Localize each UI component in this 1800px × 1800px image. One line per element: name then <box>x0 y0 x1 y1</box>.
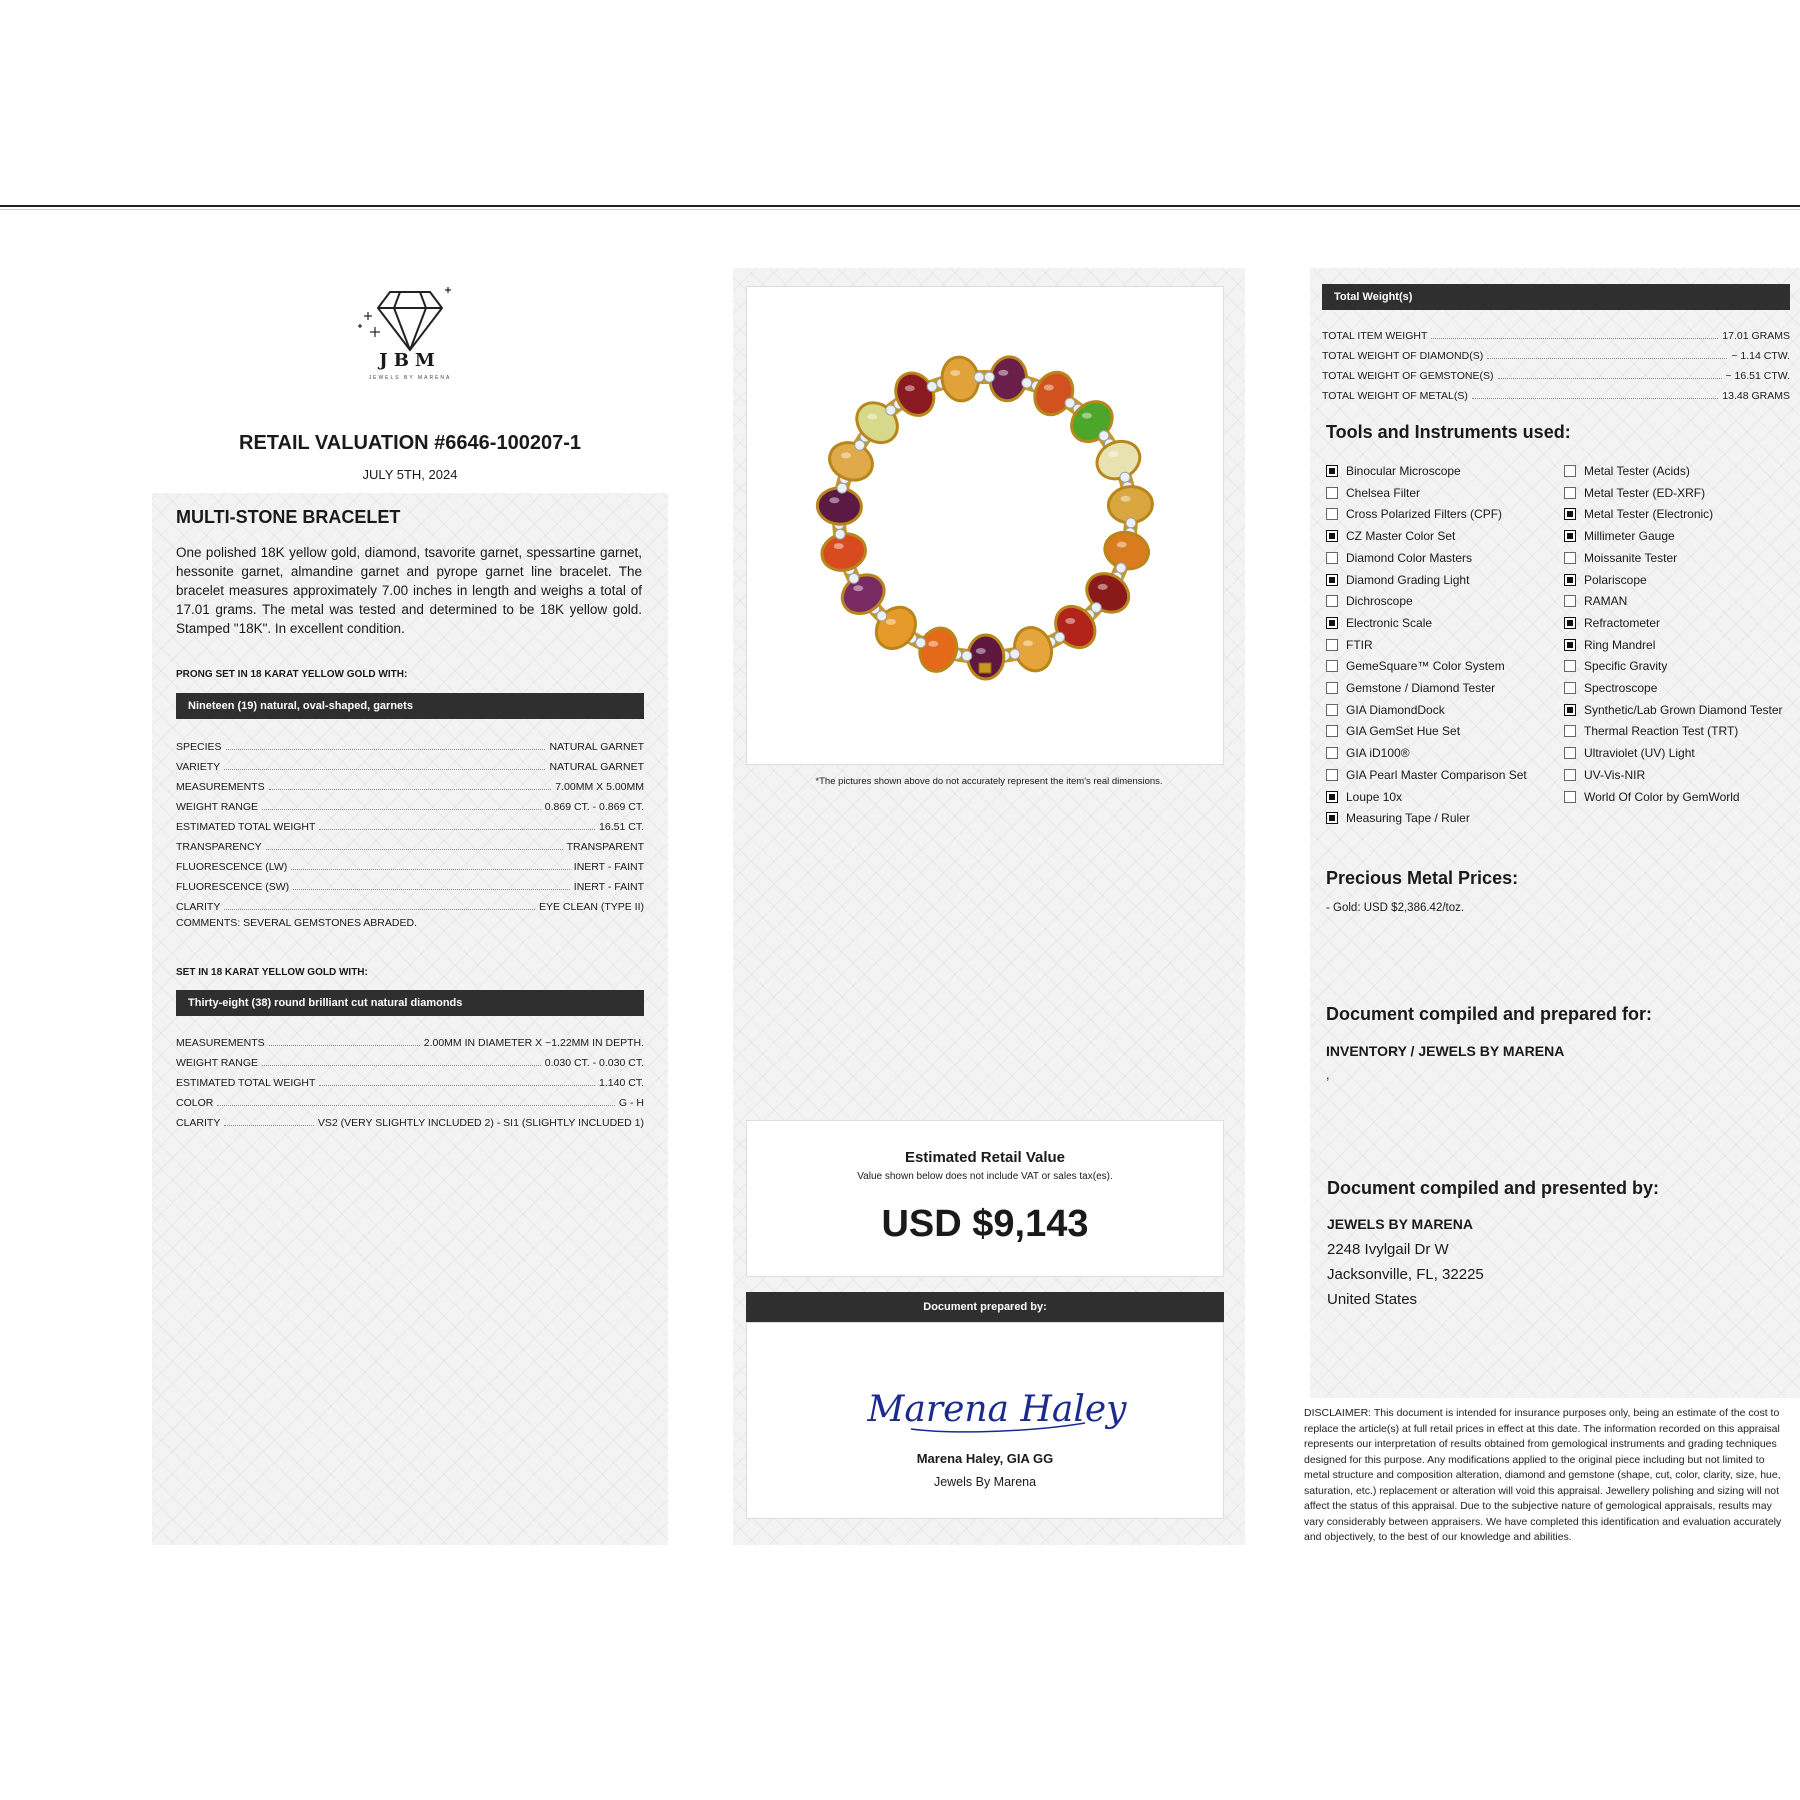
unchecked-box-icon <box>1326 769 1338 781</box>
checked-box-icon <box>1564 639 1576 651</box>
tool-label: GIA DiamondDock <box>1346 702 1445 717</box>
unchecked-box-icon <box>1326 552 1338 564</box>
tool-label: Chelsea Filter <box>1346 485 1421 500</box>
tool-item <box>1326 569 1469 591</box>
dot-leader <box>1487 358 1727 359</box>
tool-item <box>1326 590 1413 612</box>
presented-by-address1: 2248 Ivylgail Dr W <box>1327 1241 1449 1258</box>
checked-box-icon <box>1326 617 1338 629</box>
spec-row <box>176 733 644 753</box>
spec-row <box>176 833 644 853</box>
gemstone-highlight <box>950 370 960 376</box>
unchecked-box-icon <box>1564 487 1576 499</box>
spec-key: CLARITY <box>176 901 221 913</box>
tool-label: Ultraviolet (UV) Light <box>1584 746 1695 761</box>
diamond-section-label: SET IN 18 KARAT YELLOW GOLD WITH: <box>176 967 368 978</box>
valuation-title: RETAIL VALUATION #6646-100207-1 <box>239 432 581 454</box>
tool-label: Measuring Tape / Ruler <box>1346 811 1470 826</box>
tool-label: Electronic Scale <box>1346 615 1433 630</box>
diamond-section-bar: Thirty-eight (38) round brilliant cut natural diamonds <box>176 990 644 1016</box>
tool-label: CZ Master Color Set <box>1346 529 1456 544</box>
tool-item <box>1326 807 1470 829</box>
tool-item <box>1564 786 1740 808</box>
unchecked-box-icon <box>1564 791 1576 803</box>
spec-value: NATURAL GARNET <box>549 741 644 753</box>
spec-key: MEASUREMENTS <box>176 781 265 793</box>
tool-item <box>1564 655 1667 677</box>
tool-label: Metal Tester (ED-XRF) <box>1584 485 1706 500</box>
tool-item <box>1564 547 1677 569</box>
unchecked-box-icon <box>1326 639 1338 651</box>
gold-price: - Gold: USD $2,386.42/toz. <box>1326 902 1465 914</box>
unchecked-box-icon <box>1326 747 1338 759</box>
spec-value: 7.00MM X 5.00MM <box>555 781 644 793</box>
checked-box-icon <box>1326 812 1338 824</box>
spec-value: 1.140 CT. <box>599 1077 644 1089</box>
tool-item <box>1326 764 1527 786</box>
dot-leader <box>319 829 595 830</box>
spec-key: ESTIMATED TOTAL WEIGHT <box>176 1077 316 1089</box>
diamond-stone <box>849 573 859 583</box>
tool-label: Metal Tester (Electronic) <box>1584 507 1714 522</box>
spec-key: MEASUREMENTS <box>176 1037 265 1049</box>
tool-item <box>1326 503 1502 525</box>
tool-item <box>1326 482 1420 504</box>
dot-leader <box>1472 398 1718 399</box>
tool-item <box>1326 655 1505 677</box>
tool-label: Dichroscope <box>1346 594 1413 609</box>
tool-item <box>1326 612 1432 634</box>
tool-label: GIA Pearl Master Comparison Set <box>1346 767 1527 782</box>
dot-leader <box>319 1085 595 1086</box>
spec-value: 0.030 CT. - 0.030 CT. <box>544 1057 644 1069</box>
preparer-company: Jewels By Marena <box>933 1475 1037 1489</box>
signature-text: Marena Haley <box>867 1389 1127 1430</box>
checked-box-icon <box>1326 791 1338 803</box>
tool-label: Polariscope <box>1584 572 1647 587</box>
unchecked-box-icon <box>1564 769 1576 781</box>
dot-leader <box>217 1105 615 1106</box>
tool-item <box>1564 764 1645 786</box>
gemstone-highlight <box>976 648 986 654</box>
garnet-section-label: PRONG SET IN 18 KARAT YELLOW GOLD WITH: <box>176 669 408 680</box>
dot-leader <box>224 909 535 910</box>
gemstone-highlight <box>829 497 839 503</box>
diamond-stone <box>837 483 847 493</box>
tools-heading: Tools and Instruments used: <box>1326 422 1571 442</box>
tool-label: Specific Gravity <box>1584 659 1668 674</box>
diamond-stone <box>1010 649 1020 659</box>
diamond-stone <box>984 372 994 382</box>
spec-key: ESTIMATED TOTAL WEIGHT <box>176 821 316 833</box>
spec-row <box>176 1089 644 1109</box>
spec-row <box>176 893 644 913</box>
spec-row <box>1322 324 1790 342</box>
spec-key: CLARITY <box>176 1117 221 1129</box>
gemstone-highlight <box>834 543 844 549</box>
tool-item <box>1326 699 1445 721</box>
checked-box-icon <box>1326 574 1338 586</box>
unchecked-box-icon <box>1326 725 1338 737</box>
summary-panel <box>1310 268 1800 1398</box>
dot-leader <box>262 809 541 810</box>
spec-value: INERT - FAINT <box>573 881 644 893</box>
spec-value: TRANSPARENT <box>566 841 644 853</box>
tool-label: Synthetic/Lab Grown Diamond Tester <box>1584 702 1783 717</box>
dot-leader <box>269 789 552 790</box>
tool-label: GIA iD100® <box>1346 746 1410 761</box>
gemstone-highlight <box>853 585 863 591</box>
gemstone-highlight <box>1082 413 1092 419</box>
spec-value: 13.48 GRAMS <box>1722 390 1790 402</box>
spec-value: 0.869 CT. - 0.869 CT. <box>544 801 644 813</box>
tool-label: Refractometer <box>1584 615 1661 630</box>
dot-leader <box>291 869 570 870</box>
gemstone-highlight <box>1044 385 1054 391</box>
gemstone <box>824 436 879 487</box>
gemstone-highlight <box>998 370 1008 376</box>
tool-item <box>1564 590 1627 612</box>
top-rule-secondary <box>0 209 1800 210</box>
tool-label: Spectroscope <box>1584 681 1658 695</box>
bracelet-image <box>747 287 1223 764</box>
spec-value: EYE CLEAN (TYPE II) <box>538 901 644 913</box>
disclaimer-line: designed for this purpose. Any modifications applied to the original piece including but not limited to <box>1304 1453 1765 1466</box>
valuation-panel <box>733 268 1245 1545</box>
tool-label: Binocular Microscope <box>1346 464 1461 478</box>
spec-key: WEIGHT RANGE <box>176 801 259 813</box>
garnet-comments: COMMENTS: SEVERAL GEMSTONES ABRADED. <box>176 917 417 929</box>
disclaimer-line: saturation, etc.) replacement or alteration will void this appraisal. Jewellery polishing and sizing will not <box>1304 1484 1780 1497</box>
gemstone-highlight <box>905 385 915 391</box>
disclaimer-line: affect the status of this appraisal. Due to the subjective nature of gemological appraisals, results may <box>1304 1500 1772 1512</box>
spec-row <box>176 1029 644 1049</box>
estimated-value-amount: USD $9,143 <box>881 1203 1089 1245</box>
spec-value: 2.00MM IN DIAMETER X ~1.22MM IN DEPTH. <box>423 1037 644 1049</box>
tool-item <box>1326 742 1410 764</box>
spec-value: G - H <box>618 1097 644 1109</box>
tool-item <box>1326 677 1495 699</box>
tool-label: Ring Mandrel <box>1584 637 1656 652</box>
dot-leader <box>224 769 545 770</box>
gemstone-highlight <box>886 619 896 625</box>
checked-box-icon <box>1564 508 1576 520</box>
checked-box-icon <box>1564 530 1576 542</box>
dot-leader <box>269 1045 420 1046</box>
unchecked-box-icon <box>1326 595 1338 607</box>
tool-item <box>1564 742 1695 764</box>
disclaimer-line: replace the article(s) at full retail prices in effect at this date. The information recorded on this appraisal <box>1304 1422 1780 1435</box>
spec-row <box>176 753 644 773</box>
spec-row <box>176 1069 644 1089</box>
tool-label: RAMAN <box>1584 594 1628 609</box>
spec-value: 17.01 GRAMS <box>1722 330 1790 342</box>
dot-leader <box>1498 378 1722 379</box>
top-rule <box>0 205 1800 207</box>
spec-key: SPECIES <box>176 741 222 753</box>
metal-prices-heading: Precious Metal Prices: <box>1326 868 1519 888</box>
gemstone-highlight <box>841 452 851 458</box>
unchecked-box-icon <box>1564 595 1576 607</box>
tool-label: Diamond Grading Light <box>1346 572 1470 587</box>
spec-key: FLUORESCENCE (LW) <box>176 861 288 873</box>
spec-key: COLOR <box>176 1097 214 1109</box>
spec-row <box>1322 364 1790 382</box>
tool-item <box>1564 612 1660 634</box>
diamond-stone <box>1022 378 1032 388</box>
tool-label: Moissanite Tester <box>1584 550 1678 565</box>
signature <box>867 1373 1127 1443</box>
gemstone <box>914 623 962 676</box>
disclaimer-line: represents our interpretation of results obtained from gemological instruments and grading techniques <box>1304 1438 1777 1450</box>
spec-row <box>1322 344 1790 362</box>
dot-leader <box>293 889 570 890</box>
estimated-value-title: Estimated Retail Value <box>904 1149 1066 1166</box>
diamond-stone <box>1126 518 1136 528</box>
gemstone-highlight <box>1117 542 1127 548</box>
spec-key: TRANSPARENCY <box>176 841 262 853</box>
tool-label: Cross Polarized Filters (CPF) <box>1346 507 1503 522</box>
dot-leader <box>226 749 546 750</box>
gemstone-highlight <box>867 414 877 420</box>
valuation-date: JULY 5TH, 2024 <box>362 467 458 482</box>
tool-label: Metal Tester (Acids) <box>1584 464 1690 478</box>
disclaimer <box>1304 1406 1800 1546</box>
presented-by-name: JEWELS BY MARENA <box>1327 1216 1473 1232</box>
diamond-stone <box>962 651 972 661</box>
gemstone-highlight <box>928 641 938 647</box>
unchecked-box-icon <box>1326 508 1338 520</box>
disclaimer-line: vary considerably between appraisers. We have completed this identification and evaluation accurately <box>1304 1515 1782 1528</box>
prepared-for-heading: Document compiled and prepared for: <box>1326 1004 1653 1024</box>
spec-row <box>176 853 644 873</box>
presented-by-address2: Jacksonville, FL, 32225 <box>1327 1266 1484 1283</box>
gemstone-highlight <box>1108 451 1118 457</box>
prepared-for-name: INVENTORY / JEWELS BY MARENA <box>1326 1043 1565 1059</box>
tool-label: UV-Vis-NIR <box>1584 767 1646 782</box>
total-weights-bar: Total Weight(s) <box>1322 284 1790 310</box>
spec-key: WEIGHT RANGE <box>176 1057 259 1069</box>
item-description: One polished 18K yellow gold, diamond, tsavorite garnet, spessartine garnet, hessonite garnet, almandine garnet and pyrope garnet line bracelet. The bracelet measures approximately 7.00 inches in length and weighs a total of 17.01 grams. The metal was tested and determined to be 18K yellow gold. Stamped "18K". In excellent condition. <box>176 545 642 636</box>
logo-text: JBM <box>379 350 441 371</box>
tool-item <box>1326 460 1461 482</box>
tool-item <box>1564 677 1657 699</box>
spec-row <box>176 773 644 793</box>
diamond-stone <box>974 372 984 382</box>
unchecked-box-icon <box>1564 682 1576 694</box>
tool-item <box>1326 525 1455 547</box>
unchecked-box-icon <box>1326 682 1338 694</box>
disclaimer-line: DISCLAIMER: This document is intended for insurance purposes only, being an estimate of the cost to <box>1304 1407 1780 1419</box>
prepared-by-box <box>746 1322 1224 1519</box>
unchecked-box-icon <box>1326 704 1338 716</box>
spec-key: TOTAL WEIGHT OF DIAMOND(S) <box>1322 350 1484 362</box>
spec-value: ~ 16.51 CTW. <box>1725 370 1790 382</box>
tool-item <box>1564 699 1783 721</box>
spec-value: VS2 (VERY SLIGHTLY INCLUDED 2) - SI1 (SLIGHTLY INCLUDED 1) <box>317 1117 644 1129</box>
checked-box-icon <box>1564 574 1576 586</box>
logo-subtext: JEWELS BY MARENA <box>368 375 452 381</box>
unchecked-box-icon <box>1564 747 1576 759</box>
spec-key: TOTAL WEIGHT OF METAL(S) <box>1322 390 1468 402</box>
gemstone-highlight <box>1098 584 1108 590</box>
gemstone-highlight <box>1120 496 1130 502</box>
checked-box-icon <box>1564 617 1576 629</box>
photo-disclaimer: *The pictures shown above do not accurately represent the item's real dimensions. <box>815 776 1163 787</box>
tool-item <box>1564 503 1713 525</box>
tool-label: Gemstone / Diamond Tester <box>1346 681 1496 695</box>
unchecked-box-icon <box>1564 725 1576 737</box>
spec-row <box>176 1109 644 1129</box>
checked-box-icon <box>1326 530 1338 542</box>
dot-leader <box>1431 338 1718 339</box>
unchecked-box-icon <box>1326 487 1338 499</box>
tool-item <box>1326 634 1373 656</box>
spec-value: NATURAL GARNET <box>549 761 644 773</box>
tool-label: FTIR <box>1346 637 1373 652</box>
prepared-by-bar: Document prepared by: <box>746 1292 1224 1322</box>
tool-label: Loupe 10x <box>1346 789 1403 804</box>
tool-label: GIA GemSet Hue Set <box>1346 724 1461 739</box>
item-photo <box>746 286 1224 765</box>
diamond-stone <box>927 382 937 392</box>
tool-item <box>1564 460 1690 482</box>
tool-item <box>1564 720 1738 742</box>
item-details-panel <box>152 493 668 1545</box>
spec-key: TOTAL WEIGHT OF GEMSTONE(S) <box>1322 370 1494 382</box>
checked-box-icon <box>1326 465 1338 477</box>
gemstone <box>1101 528 1152 574</box>
tool-label: GemeSquare™ Color System <box>1346 659 1505 674</box>
spec-row <box>176 1049 644 1069</box>
spec-row <box>176 793 644 813</box>
tool-item <box>1326 547 1472 569</box>
unchecked-box-icon <box>1564 660 1576 672</box>
spec-value: INERT - FAINT <box>573 861 644 873</box>
tool-item <box>1564 634 1655 656</box>
dot-leader <box>266 849 563 850</box>
diamond-stone <box>916 638 926 648</box>
gemstone <box>1091 435 1146 486</box>
diamond-stone <box>1116 563 1126 573</box>
unchecked-box-icon <box>1564 465 1576 477</box>
diamond-stone <box>835 529 845 539</box>
estimated-value-box <box>746 1120 1224 1277</box>
spec-key: TOTAL ITEM WEIGHT <box>1322 330 1428 342</box>
gemstone-highlight <box>1065 618 1075 624</box>
garnet-section-bar: Nineteen (19) natural, oval-shaped, garnets <box>176 693 644 719</box>
tool-item <box>1564 482 1705 504</box>
gemstone-highlight <box>1023 640 1033 646</box>
estimated-value-subtitle: Value shown below does not include VAT or sales tax(es). <box>857 1171 1113 1182</box>
tool-item <box>1326 720 1460 742</box>
spec-row <box>176 873 644 893</box>
preparer-name: Marena Haley, GIA GG <box>916 1451 1054 1466</box>
item-title: MULTI-STONE BRACELET <box>176 507 401 527</box>
unchecked-box-icon <box>1564 552 1576 564</box>
spec-key: FLUORESCENCE (SW) <box>176 881 290 893</box>
spec-row <box>176 813 644 833</box>
tool-label: Millimeter Gauge <box>1584 529 1675 544</box>
diamond-stone <box>1055 632 1065 642</box>
diamond-logo-icon <box>350 280 470 390</box>
dot-leader <box>224 1125 313 1126</box>
bracelet-clasp <box>979 663 991 673</box>
tool-item <box>1326 786 1402 808</box>
spec-value: ~ 1.14 CTW. <box>1731 350 1790 362</box>
presented-by-country: United States <box>1327 1291 1418 1308</box>
tool-label: Diamond Color Masters <box>1346 550 1473 565</box>
tool-item <box>1564 569 1647 591</box>
disclaimer-line: metal structure and composition alteration, diamond and gemstone (shape, cut, color, clarity, size, hue, <box>1304 1469 1781 1481</box>
spec-row <box>1322 384 1790 402</box>
dot-leader <box>262 1065 541 1066</box>
disclaimer-line: and objectively, to the best of our knowledge and abilities. <box>1304 1531 1572 1543</box>
tool-label: Thermal Reaction Test (TRT) <box>1584 724 1739 739</box>
presented-by-heading: Document compiled and presented by: <box>1327 1178 1660 1198</box>
spec-value: 16.51 CT. <box>599 821 644 833</box>
tool-item <box>1564 525 1675 547</box>
tool-label: World Of Color by GemWorld <box>1584 789 1740 804</box>
checked-box-icon <box>1564 704 1576 716</box>
unchecked-box-icon <box>1326 660 1338 672</box>
spec-key: VARIETY <box>176 761 221 773</box>
diamond-stone <box>1120 472 1130 482</box>
prepared-for-extra: , <box>1326 1068 1330 1082</box>
